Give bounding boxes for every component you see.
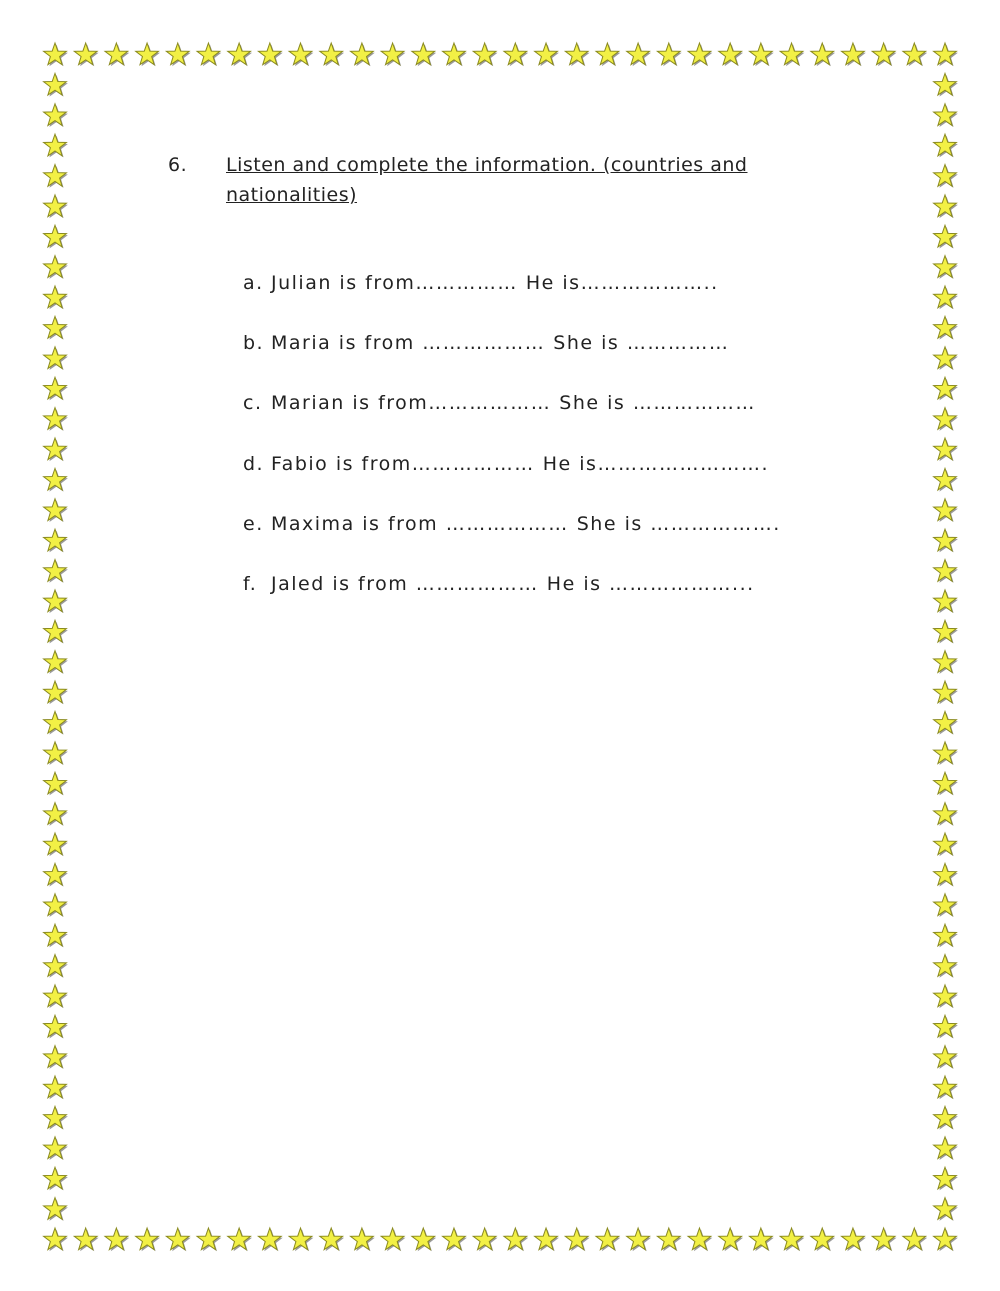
exercise-number: 6. — [168, 154, 188, 176]
item-letter: d. — [243, 452, 265, 475]
list-item — [243, 268, 781, 328]
item-from-blank[interactable]: Fabio is from……………… — [271, 452, 535, 475]
item-from-blank[interactable]: Maxima is from ……………… — [271, 512, 569, 535]
item-nationality-blank[interactable]: She is ………………. — [576, 512, 781, 535]
item-letter: c. — [243, 392, 263, 415]
item-letter: e. — [243, 512, 264, 535]
item-nationality-blank[interactable]: He is……………….. — [525, 272, 719, 294]
item-nationality-blank[interactable]: He is ………………... — [546, 572, 755, 595]
item-letter: a. — [243, 272, 264, 294]
item-letter: b. — [243, 332, 265, 355]
exercise-6 — [168, 150, 788, 595]
exercise-heading — [168, 150, 788, 210]
instruction-line-2: nationalities) — [226, 184, 358, 206]
item-from-blank[interactable]: Maria is from ……………… — [271, 332, 546, 355]
list-item — [243, 569, 781, 629]
item-from-blank[interactable]: Marian is from……………… — [271, 392, 552, 415]
list-item — [243, 449, 781, 509]
item-nationality-blank[interactable]: She is …………… — [553, 332, 730, 355]
item-letter: f. — [243, 572, 258, 595]
item-from-blank[interactable]: Jaled is from ……………… — [271, 572, 539, 595]
list-item — [243, 328, 781, 388]
item-from-blank[interactable]: Julian is from…………… — [271, 272, 518, 294]
item-nationality-blank[interactable]: He is……………………. — [542, 452, 769, 475]
instruction-line-1: Listen and complete the information. (countries and — [226, 154, 748, 176]
list-item — [243, 509, 781, 569]
exercise-items — [243, 268, 781, 629]
exercise-instruction — [226, 150, 788, 210]
item-nationality-blank[interactable]: She is ……………… — [559, 392, 756, 415]
list-item — [243, 388, 781, 448]
